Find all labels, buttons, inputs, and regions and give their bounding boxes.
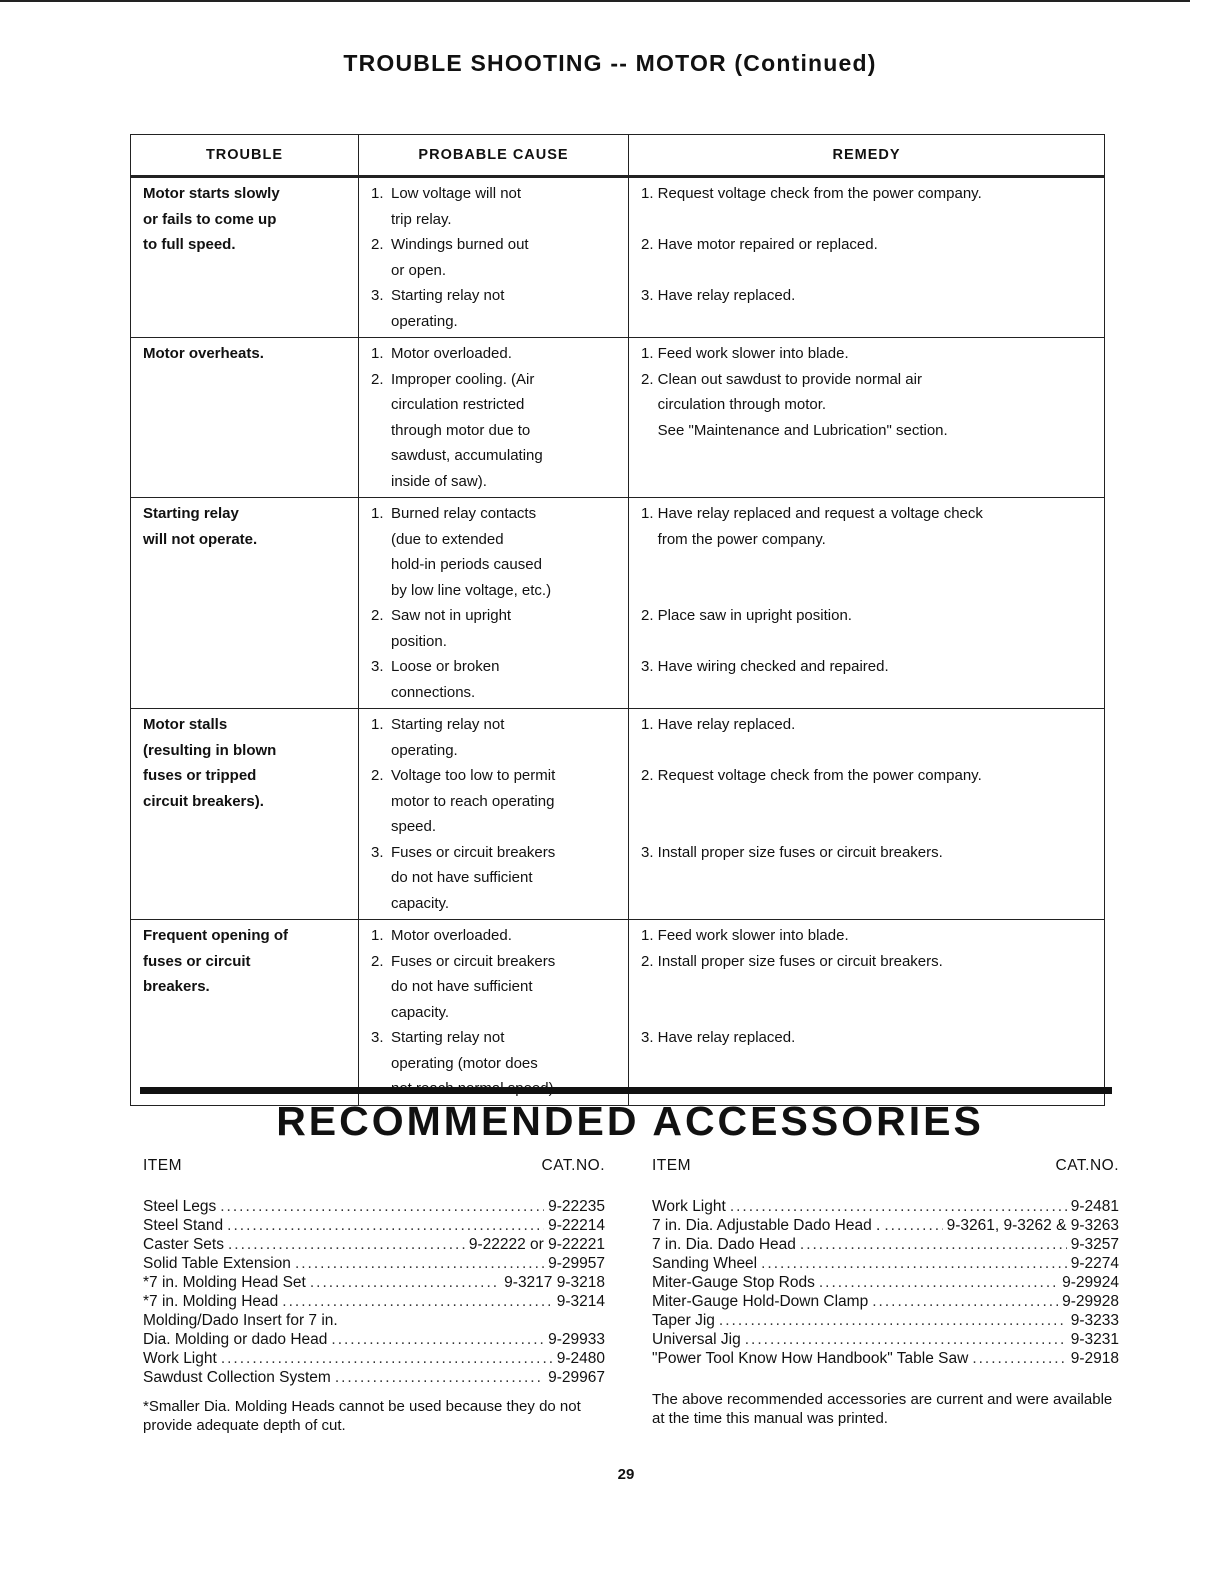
cause-line: capacity.: [391, 894, 450, 912]
accessory-name: Steel Stand: [143, 1217, 224, 1234]
cause-line: inside of saw).: [391, 472, 487, 490]
cause-text: [391, 232, 618, 283]
accessories-right-column: [652, 1156, 1119, 1428]
accessory-cat-no: 9-3257: [1070, 1236, 1119, 1253]
accessory-row: [652, 1311, 1119, 1330]
remedy-line: 1. Feed work slower into blade.: [641, 345, 849, 362]
trouble-line: Motor stalls: [143, 716, 228, 733]
remedy-cell: [629, 920, 1105, 1106]
cause-line: Motor overloaded.: [391, 345, 512, 362]
cause-item: [371, 763, 618, 840]
remedy-cell: [629, 338, 1105, 498]
cause-line: Fuses or circuit breakers: [391, 843, 556, 861]
cause-line: hold-in periods caused: [391, 556, 542, 573]
cause-line: Loose or broken: [391, 658, 500, 675]
accessory-row: Molding/Dado Insert for 7 in.: [143, 1312, 338, 1329]
accessory-name: Dia. Molding or dado Head: [143, 1331, 328, 1348]
accessory-name: Universal Jig: [652, 1331, 741, 1348]
cause-item: [371, 341, 618, 367]
accessories-right-header: [652, 1156, 1119, 1175]
cause-text: [391, 763, 618, 840]
accessory-row: [143, 1197, 605, 1216]
accessory-row: [652, 1216, 1119, 1235]
trouble-line: Starting relay: [143, 505, 239, 522]
header-remedy: REMEDY: [629, 135, 1105, 177]
trouble-line: will not operate.: [143, 530, 258, 548]
cause-line: operating.: [391, 741, 458, 759]
cause-line: operating.: [391, 312, 458, 330]
cause-cell: [359, 177, 629, 338]
cause-item: [371, 283, 618, 334]
accessory-row: [143, 1235, 605, 1254]
cause-item: [371, 232, 618, 283]
cause-cell: [359, 338, 629, 498]
accessory-name: Steel Legs: [143, 1198, 217, 1215]
cause-item: [371, 712, 618, 763]
accessory-cat-no: 9-3214: [556, 1293, 605, 1310]
remedy-line: from the power company.: [641, 530, 826, 548]
remedy-line: 1. Have relay replaced and request a voltage check: [641, 505, 983, 522]
trouble-line: to full speed.: [143, 236, 236, 253]
accessory-name: "Power Tool Know How Handbook" Table Saw: [652, 1350, 969, 1367]
cause-text: [391, 181, 618, 232]
remedy-cell: [629, 177, 1105, 338]
cause-line: connections.: [391, 683, 476, 701]
trouble-line: fuses or tripped: [143, 767, 257, 784]
cause-text: [391, 840, 618, 917]
accessory-name: 7 in. Dia. Dado Head: [652, 1236, 796, 1253]
header-trouble: TROUBLE: [131, 135, 359, 177]
cause-line: Starting relay not: [391, 287, 505, 304]
remedy-line: 3. Have relay replaced.: [641, 287, 796, 304]
accessories-rule: [140, 1087, 1112, 1094]
accessory-row: [652, 1349, 1119, 1368]
cause-number: 1.: [371, 927, 384, 944]
accessories-right-list: [652, 1197, 1119, 1368]
remedy-cell: [629, 709, 1105, 920]
header-probable-cause: PROBABLE CAUSE: [359, 135, 629, 177]
remedy-line: 2. Place saw in upright position.: [641, 607, 852, 624]
trouble-line: fuses or circuit: [143, 952, 251, 970]
cause-line: motor to reach operating: [391, 792, 555, 810]
cause-number: 1.: [371, 185, 384, 202]
trouble-cell: [131, 498, 359, 709]
accessory-row: [143, 1292, 605, 1311]
remedy-line: circulation through motor.: [641, 396, 827, 413]
cause-number: 3.: [371, 843, 384, 861]
page-number: 29: [617, 1466, 635, 1483]
cause-line: by low line voltage, etc.): [391, 581, 552, 599]
accessory-row: [652, 1292, 1119, 1311]
accessory-row: [143, 1368, 605, 1387]
cause-line: Fuses or circuit breakers: [391, 952, 556, 970]
cause-line: Saw not in upright: [391, 607, 512, 624]
cause-cell: [359, 709, 629, 920]
trouble-line: Frequent opening of: [143, 927, 288, 944]
cause-item: [371, 840, 618, 917]
cause-line: sawdust, accumulating: [391, 447, 543, 464]
table-row: [131, 177, 1105, 338]
accessory-cat-no: 9-29957: [548, 1255, 605, 1272]
accessory-row: [652, 1197, 1119, 1216]
cause-text: [391, 367, 618, 495]
trouble-cell: [131, 177, 359, 338]
cause-item: [371, 367, 618, 495]
accessory-cat-no: 9-3217 9-3218: [504, 1274, 605, 1291]
cause-line: through motor due to: [391, 421, 531, 439]
cause-number: 2.: [371, 370, 384, 388]
table-row: [131, 498, 1105, 709]
accessory-cat-no: 9-22235: [548, 1198, 605, 1215]
accessories-left-note: *Smaller Dia. Molding Heads cannot be used because they do not provide adequate depth of cut.: [143, 1398, 581, 1434]
remedy-line: 1. Have relay replaced.: [641, 716, 796, 733]
accessory-row: [652, 1330, 1119, 1349]
trouble-cell: [131, 920, 359, 1106]
cause-number: 2.: [371, 607, 384, 624]
remedy-line: 2. Request voltage check from the power company.: [641, 767, 982, 784]
trouble-line: Motor overheats.: [143, 345, 264, 362]
accessory-row: [652, 1235, 1119, 1254]
accessory-name: Miter-Gauge Hold-Down Clamp: [652, 1293, 869, 1310]
cause-text: [391, 603, 618, 654]
remedy-line: 3. Install proper size fuses or circuit breakers.: [641, 843, 943, 861]
trouble-line: circuit breakers).: [143, 792, 264, 810]
cause-number: 1.: [371, 345, 384, 362]
item-header: ITEM: [143, 1157, 183, 1174]
cause-line: (due to extended: [391, 530, 504, 548]
accessory-row: [143, 1254, 605, 1273]
trouble-line: breakers.: [143, 978, 210, 995]
accessory-row: [143, 1216, 605, 1235]
accessory-cat-no: 9-3261, 9-3262 & 9-3263: [946, 1217, 1119, 1234]
accessory-cat-no: 9-3233: [1070, 1312, 1119, 1329]
cat-header: CAT.NO.: [1055, 1157, 1119, 1174]
remedy-cell: [629, 498, 1105, 709]
cat-header: CAT.NO.: [541, 1157, 605, 1174]
cause-line: do not have sufficient: [391, 978, 533, 995]
remedy-line: 1. Request voltage check from the power company.: [641, 185, 982, 202]
item-header: ITEM: [652, 1157, 692, 1174]
cause-text: [391, 283, 618, 334]
accessory-name: Work Light: [652, 1198, 726, 1215]
accessory-name: *7 in. Molding Head: [143, 1293, 279, 1310]
table-row: [131, 920, 1105, 1106]
cause-text: [391, 654, 618, 705]
accessory-name: Solid Table Extension: [143, 1255, 291, 1272]
accessory-row: [652, 1273, 1119, 1292]
cause-number: 2.: [371, 236, 384, 253]
cause-text: [391, 712, 618, 763]
accessories-left-column: [143, 1156, 605, 1435]
cause-line: do not have sufficient: [391, 869, 533, 886]
accessory-name: Sanding Wheel: [652, 1255, 758, 1272]
cause-line: or open.: [391, 261, 447, 279]
accessory-name: 7 in. Dia. Adjustable Dado Head .: [652, 1217, 881, 1234]
cause-line: speed.: [391, 818, 437, 835]
cause-number: 1.: [371, 505, 384, 522]
cause-line: circulation restricted: [391, 396, 525, 413]
remedy-line: 3. Have relay replaced.: [641, 1029, 796, 1046]
cause-number: 1.: [371, 716, 384, 733]
cause-line: capacity.: [391, 1003, 450, 1021]
cause-line: Starting relay not: [391, 716, 505, 733]
trouble-line: (resulting in blown: [143, 741, 277, 759]
page-title: TROUBLE SHOOTING -- MOTOR (Continued): [343, 50, 877, 76]
accessory-row: [652, 1254, 1119, 1273]
table-row: [131, 338, 1105, 498]
cause-text: [391, 341, 618, 367]
cause-number: 3.: [371, 658, 384, 675]
accessory-cat-no: 9-29924: [1062, 1274, 1119, 1291]
cause-line: Starting relay not: [391, 1029, 505, 1046]
top-rule: [0, 0, 1190, 2]
cause-number: 3.: [371, 1029, 384, 1046]
troubleshooting-table: [130, 134, 1105, 1106]
remedy-line: See "Maintenance and Lubrication" section.: [641, 421, 948, 439]
cause-text: [391, 949, 618, 1026]
remedy-line: 1. Feed work slower into blade.: [641, 927, 849, 944]
remedy-line: 2. Clean out sawdust to provide normal air: [641, 370, 922, 388]
trouble-line: Motor starts slowly: [143, 185, 280, 202]
cause-line: Voltage too low to permit: [391, 767, 556, 784]
accessories-right-note: The above recommended accessories are current and were available at the time this manual was printed.: [652, 1391, 1113, 1427]
accessory-name: Caster Sets: [143, 1236, 224, 1253]
accessories-left-header: [143, 1156, 605, 1175]
remedy-line: 2. Have motor repaired or replaced.: [641, 236, 878, 253]
cause-item: [371, 603, 618, 654]
cause-number: 3.: [371, 287, 384, 304]
cause-number: 2.: [371, 952, 384, 970]
accessories-title: RECOMMENDED ACCESSORIES: [276, 1098, 984, 1144]
remedy-line: 3. Have wiring checked and repaired.: [641, 658, 889, 675]
accessory-name: Miter-Gauge Stop Rods: [652, 1274, 815, 1291]
accessory-name: Taper Jig: [652, 1312, 715, 1329]
cause-line: Low voltage will not: [391, 185, 522, 202]
cause-item: [371, 181, 618, 232]
table-header-row: [131, 135, 1105, 177]
accessory-cat-no: 9-2481: [1070, 1198, 1119, 1215]
cause-line: Windings burned out: [391, 236, 529, 253]
accessory-row: [143, 1273, 605, 1292]
table-row: [131, 709, 1105, 920]
cause-cell: [359, 498, 629, 709]
accessory-name: *7 in. Molding Head Set: [143, 1274, 306, 1291]
accessory-cat-no: 9-29928: [1062, 1293, 1119, 1310]
accessory-cat-no: 9-2274: [1070, 1255, 1119, 1272]
cause-line: Motor overloaded.: [391, 927, 512, 944]
accessory-cat-no: 9-29933: [548, 1331, 605, 1348]
cause-line: position.: [391, 632, 447, 650]
trouble-cell: [131, 709, 359, 920]
remedy-line: 2. Install proper size fuses or circuit breakers.: [641, 952, 943, 970]
accessory-cat-no: 9-2480: [556, 1350, 605, 1367]
accessory-name: Work Light: [143, 1350, 217, 1367]
cause-line: Improper cooling. (Air: [391, 370, 535, 388]
trouble-cell: [131, 338, 359, 498]
cause-line: Burned relay contacts: [391, 505, 537, 522]
cause-item: [371, 923, 618, 949]
accessory-cat-no: 9-22222 or 9-22221: [468, 1236, 605, 1253]
cause-item: [371, 501, 618, 603]
accessory-name: Sawdust Collection System: [143, 1369, 331, 1386]
cause-item: [371, 949, 618, 1026]
cause-number: 2.: [371, 767, 384, 784]
accessory-row: [143, 1330, 605, 1349]
accessory-cat-no: 9-22214: [548, 1217, 605, 1234]
cause-item: [371, 654, 618, 705]
cause-line: trip relay.: [391, 210, 452, 228]
cause-text: [391, 501, 618, 603]
accessory-row: [143, 1349, 605, 1368]
accessories-left-list: [143, 1197, 605, 1387]
cause-text: [391, 923, 618, 949]
trouble-line: or fails to come up: [143, 210, 277, 228]
accessory-cat-no: 9-29967: [548, 1369, 605, 1386]
accessory-cat-no: 9-3231: [1070, 1331, 1119, 1348]
accessory-cat-no: 9-2918: [1070, 1350, 1119, 1367]
cause-cell: [359, 920, 629, 1106]
cause-line: operating (motor does: [391, 1054, 538, 1072]
